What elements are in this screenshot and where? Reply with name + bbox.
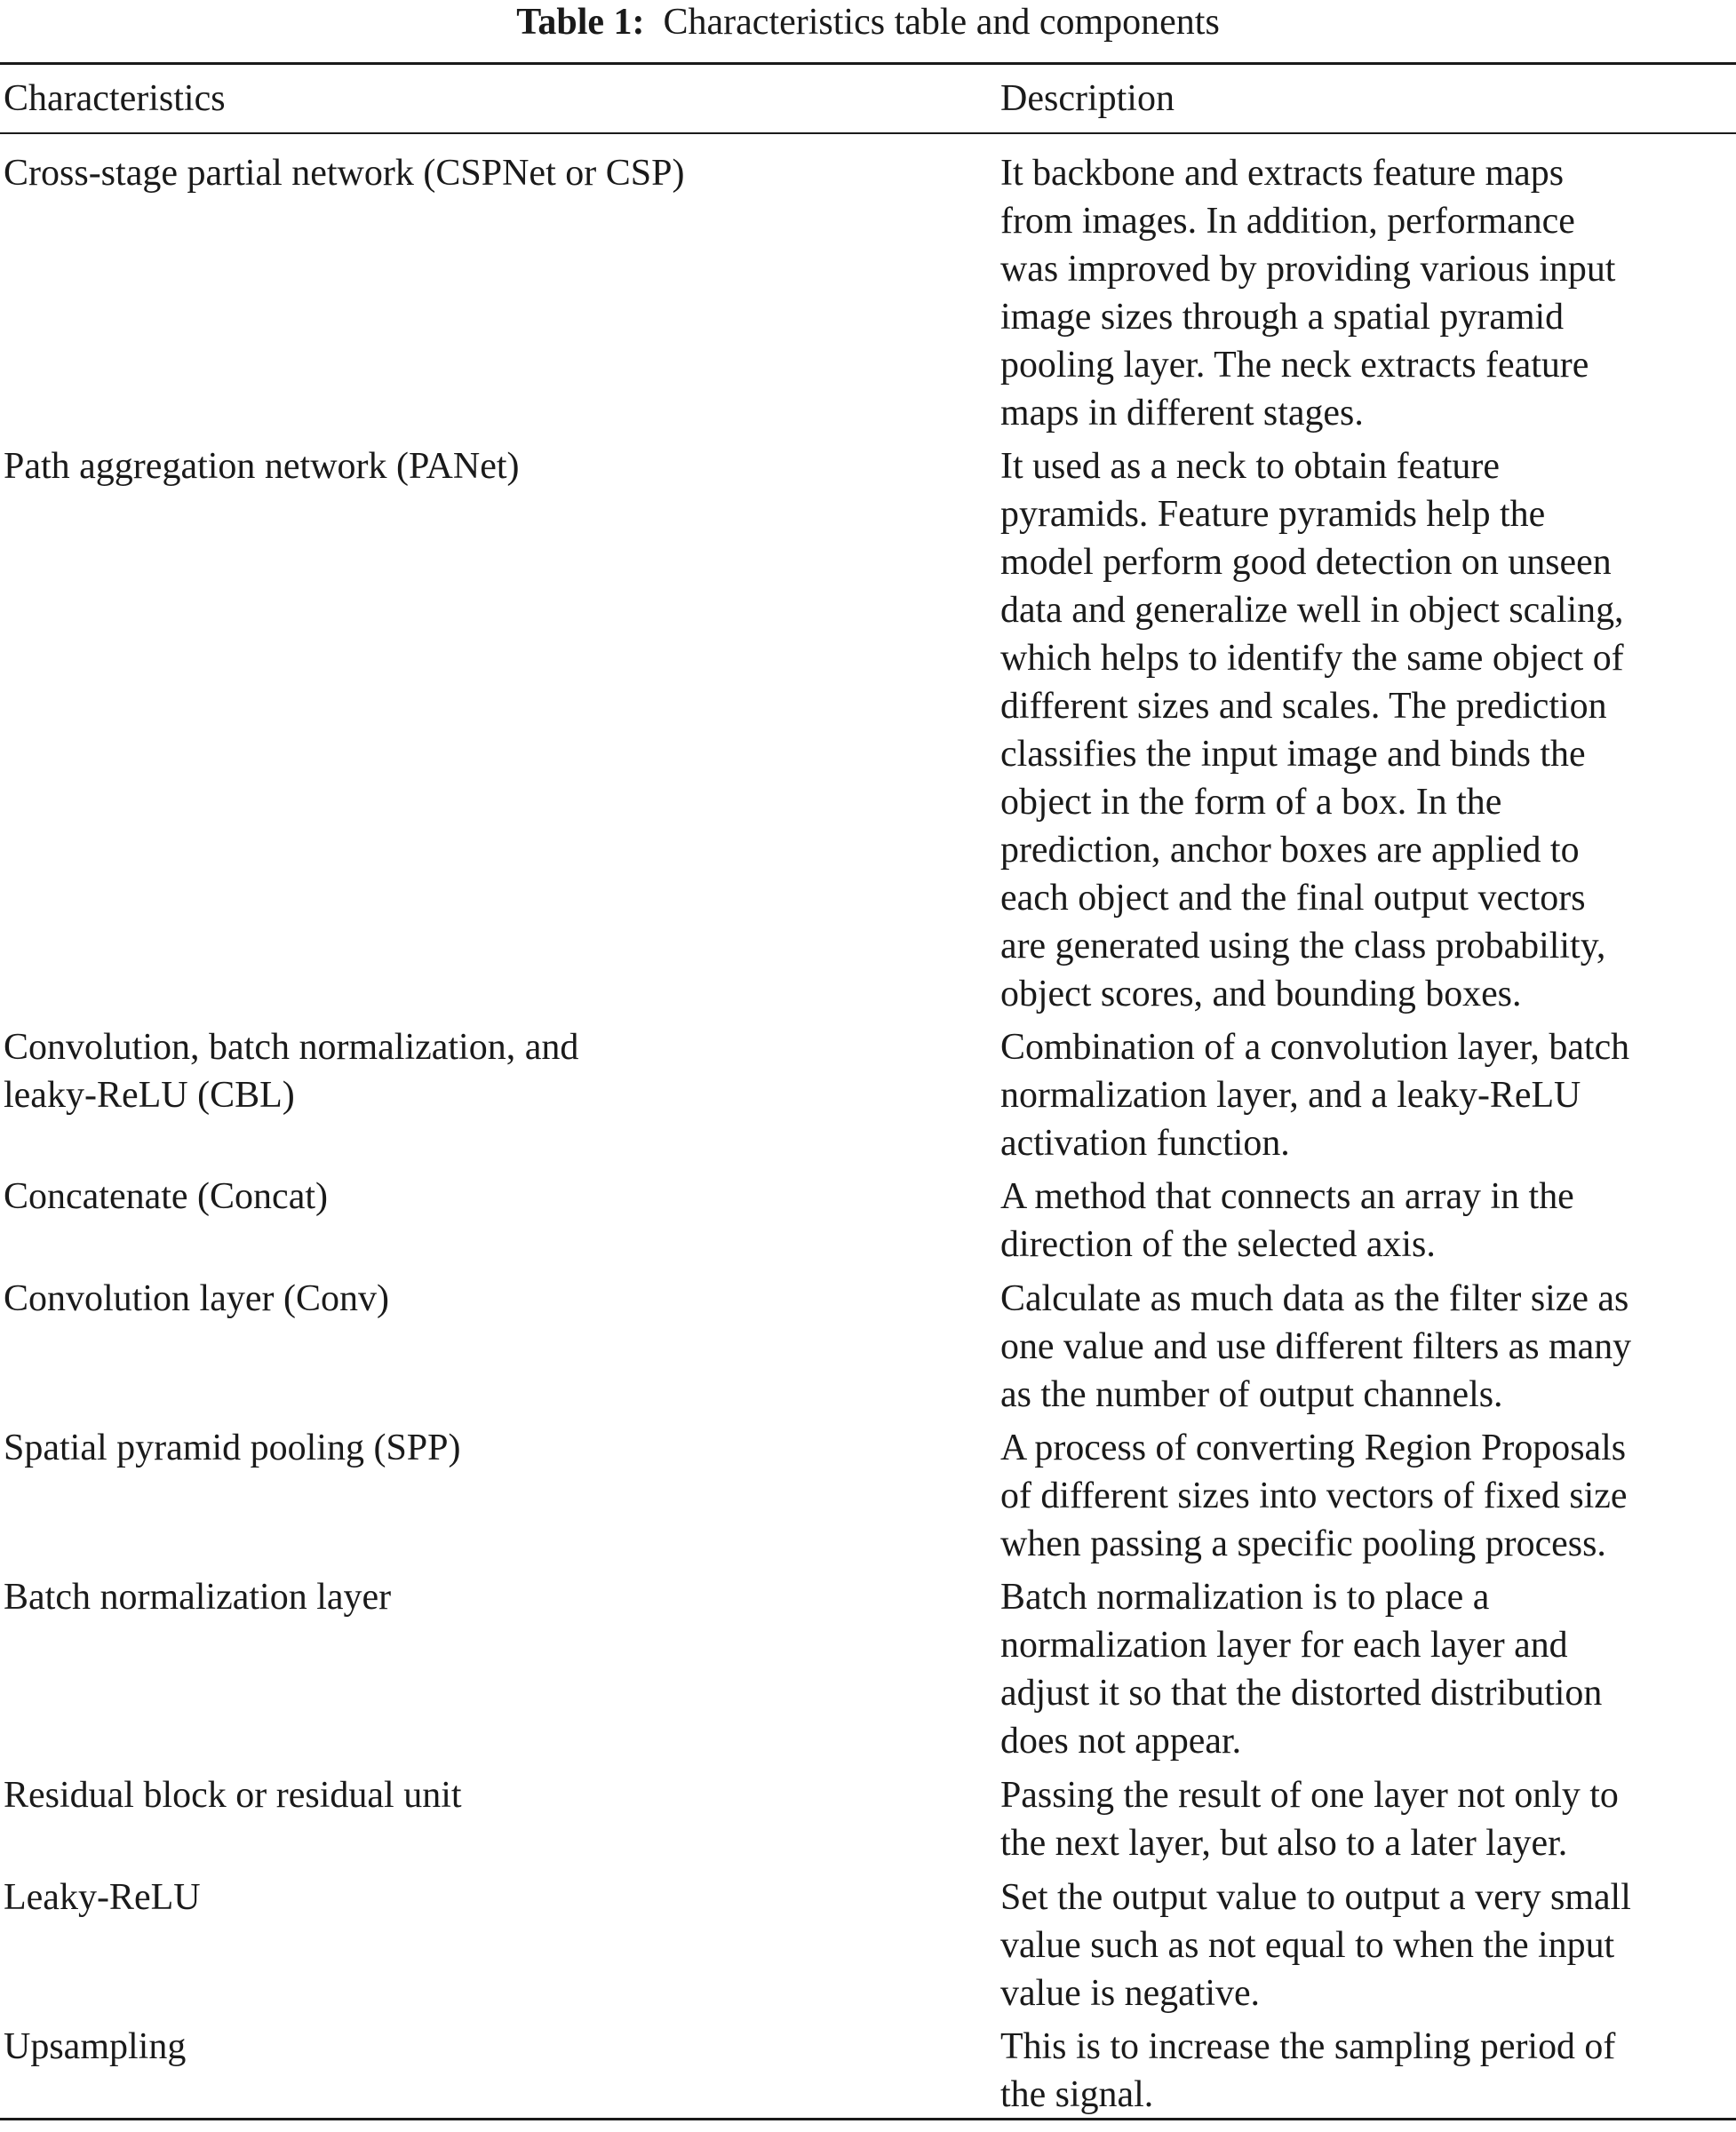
- description-line: This is to increase the sampling period of: [1000, 2026, 1616, 2067]
- characteristic-line: Convolution, batch normalization, and: [4, 1027, 579, 1068]
- description-line: was improved by providing various input: [1000, 249, 1616, 290]
- characteristic-line: Path aggregation network (PANet): [4, 446, 520, 487]
- description-line: different sizes and scales. The prediction: [1000, 686, 1607, 727]
- description-line: Batch normalization is to place a: [1000, 1577, 1490, 1618]
- description-line: pooling layer. The neck extracts feature: [1000, 345, 1589, 386]
- description-cell: [1000, 1023, 1736, 1167]
- characteristic-cell: [4, 1873, 945, 1921]
- description-line: normalization layer, and a leaky-ReLU: [1000, 1075, 1581, 1116]
- description-line: maps in different stages.: [1000, 393, 1364, 434]
- description-cell: [1000, 1771, 1736, 1867]
- description-line: object in the form of a box. In the: [1000, 782, 1502, 823]
- description-line: when passing a specific pooling process.: [1000, 1523, 1606, 1564]
- characteristic-cell: [4, 1275, 945, 1323]
- header-characteristics: Characteristics: [4, 78, 226, 119]
- description-line: one value and use different filters as many: [1000, 1326, 1632, 1367]
- characteristic-cell: [4, 2023, 945, 2071]
- description-line: which helps to identify the same object of: [1000, 638, 1624, 679]
- description-line: from images. In addition, performance: [1000, 201, 1575, 242]
- characteristic-line: Upsampling: [4, 2026, 187, 2067]
- characteristic-cell: [4, 1173, 945, 1221]
- characteristic-line: Leaky-ReLU: [4, 1877, 201, 1918]
- description-line: A method that connects an array in the: [1000, 1176, 1574, 1217]
- description-line: value is negative.: [1000, 1973, 1261, 2014]
- description-line: A process of converting Region Proposals: [1000, 1428, 1627, 1468]
- table-bottom-rule: [0, 2118, 1736, 2120]
- characteristic-cell: [4, 1023, 945, 1119]
- description-cell: [1000, 442, 1736, 1018]
- characteristic-line: Cross-stage partial network (CSPNet or CSP): [4, 153, 685, 194]
- description-line: does not appear.: [1000, 1721, 1242, 1762]
- description-line: direction of the selected axis.: [1000, 1224, 1436, 1265]
- description-line: the next layer, but also to a later layer.: [1000, 1823, 1568, 1864]
- description-line: data and generalize well in object scaling,: [1000, 590, 1624, 631]
- table-caption: [0, 0, 1736, 44]
- description-line: prediction, anchor boxes are applied to: [1000, 830, 1580, 871]
- description-line: Passing the result of one layer not only to: [1000, 1775, 1619, 1816]
- characteristic-line: Concatenate (Concat): [4, 1176, 328, 1217]
- description-cell: [1000, 1275, 1736, 1419]
- description-cell: [1000, 1873, 1736, 2017]
- table-header-rule: [0, 132, 1736, 134]
- characteristic-cell: [4, 149, 945, 197]
- characteristic-line: Batch normalization layer: [4, 1577, 392, 1618]
- description-line: model perform good detection on unseen: [1000, 542, 1612, 583]
- description-cell: [1000, 1573, 1736, 1765]
- characteristic-line: leaky-ReLU (CBL): [4, 1075, 295, 1116]
- description-line: the signal.: [1000, 2074, 1154, 2115]
- description-line: of different sizes into vectors of fixed size: [1000, 1476, 1628, 1516]
- description-line: activation function.: [1000, 1123, 1290, 1164]
- description-cell: [1000, 1424, 1736, 1568]
- caption-label: Table 1:: [516, 2, 645, 43]
- header-description: Description: [1000, 78, 1175, 119]
- description-line: object scores, and bounding boxes.: [1000, 974, 1522, 1014]
- characteristic-cell: [4, 1573, 945, 1621]
- description-line: normalization layer for each layer and: [1000, 1625, 1568, 1666]
- characteristic-cell: [4, 1424, 945, 1472]
- table-top-rule: [0, 62, 1736, 65]
- characteristic-line: Residual block or residual unit: [4, 1775, 462, 1816]
- description-line: adjust it so that the distorted distribution: [1000, 1673, 1603, 1714]
- characteristic-cell: [4, 1771, 945, 1819]
- description-line: are generated using the class probability,: [1000, 926, 1606, 967]
- description-line: Set the output value to output a very small: [1000, 1877, 1631, 1918]
- description-line: value such as not equal to when the input: [1000, 1925, 1615, 1966]
- description-cell: [1000, 2023, 1736, 2119]
- description-line: each object and the final output vectors: [1000, 878, 1586, 919]
- description-line: Combination of a convolution layer, batch: [1000, 1027, 1630, 1068]
- description-line: It backbone and extracts feature maps: [1000, 153, 1565, 194]
- caption-text: Characteristics table and components: [663, 2, 1220, 43]
- description-line: as the number of output channels.: [1000, 1374, 1503, 1415]
- description-line: image sizes through a spatial pyramid: [1000, 297, 1565, 338]
- description-cell: [1000, 149, 1736, 437]
- characteristic-line: Convolution layer (Conv): [4, 1278, 389, 1319]
- description-line: pyramids. Feature pyramids help the: [1000, 494, 1546, 535]
- characteristic-cell: [4, 442, 945, 490]
- characteristic-line: Spatial pyramid pooling (SPP): [4, 1428, 461, 1468]
- description-line: It used as a neck to obtain feature: [1000, 446, 1500, 487]
- description-line: Calculate as much data as the filter size as: [1000, 1278, 1629, 1319]
- description-cell: [1000, 1173, 1736, 1269]
- description-line: classifies the input image and binds the: [1000, 734, 1586, 775]
